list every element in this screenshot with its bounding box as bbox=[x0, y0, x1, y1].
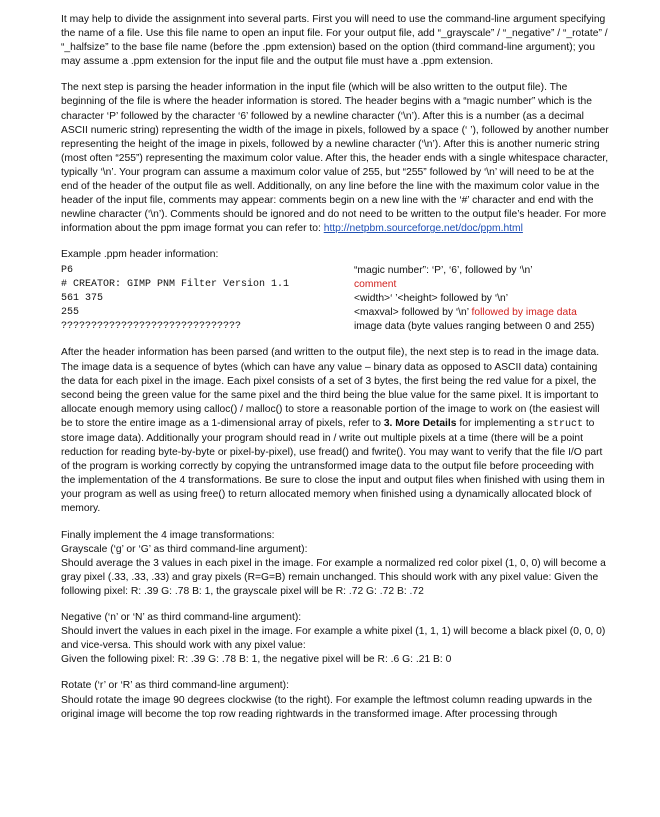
maxval-desc bbox=[354, 306, 609, 320]
maxval-desc-red: followed by image data bbox=[471, 307, 577, 319]
image-data-desc: image data (byte values ranging between 0 and 255) bbox=[354, 321, 595, 333]
table-row bbox=[61, 278, 609, 292]
image-data-text-c: to store image data). Additionally your program should read in / write out multiple pixels at a time (there will be a point reduction for reading byte-by-byte or pixel-by-pixel), use fread() and fwrite(). You may want to verify that the file I/O part of the program is working correctly by copying the untransformed image data to the output file before proceeding with the implementation of the 4 transformations. Be sure to close the input and output files when finished with using them in your program as well as using free() to return allocated memory when finished using a dynamically allocated block of memory. bbox=[61, 417, 605, 515]
grayscale-heading: Grayscale (‘g’ or ‘G’ as third command-line argument): bbox=[61, 543, 308, 555]
header-parsing-paragraph bbox=[61, 81, 609, 236]
image-data-text-a: After the header information has been parsed (and written to the output file), the next step is to read in the image data. The image data is a sequence of bytes (which can have any value – binary data as opposed to ASCII data) containing the data for each pixel in the image. Each pixel consists of a set of 3 bytes, the first being the red value for a pixel, the second being the green value for the same pixel and the third being the blue value for the same pixel. It is important to allocate enough memory using calloc() / malloc() to store a reasonable portion of the image to work on (the easiest will be to store the entire image as a 1-dimensional array of pixels, refer to bbox=[61, 347, 600, 429]
table-row bbox=[61, 292, 609, 306]
table-row bbox=[61, 306, 609, 320]
dimensions-value: 561 375 bbox=[61, 292, 104, 304]
negative-example: Given the following pixel: R: .39 G: .78 B: 1, the negative pixel will be R: .6 G: .21 B: 0 bbox=[61, 654, 452, 666]
comment-desc: comment bbox=[354, 278, 397, 290]
intro-paragraph: It may help to divide the assignment into several parts. First you will need to use the command-line argument specifying the name of a file. Use this file name to open an input file. For your output file, add “_grayscale” / “_negative” / “_rotate” / “_halfsize” to the base file name (before the .ppm extension) based on the option (third command-line argument); you may assume a .ppm extension for the input file and the output file must have a .ppm extension. bbox=[61, 14, 608, 68]
image-data-value: ?????????????????????????????? bbox=[61, 321, 242, 333]
image-data-text-b: for implementing a bbox=[456, 417, 547, 429]
dimensions-desc: <width>‘ ’<height> followed by ‘\n’ bbox=[354, 292, 508, 304]
example-title: Example .ppm header information: bbox=[61, 249, 219, 261]
maxval-value: 255 bbox=[61, 307, 80, 319]
rotate-body: Should rotate the image 90 degrees clockwise (to the right). For example the leftmost column reading upwards in the original image will become the top row reading rightwards in the transformed image. After processing through bbox=[61, 694, 593, 720]
ppm-doc-link[interactable]: http://netpbm.sourceforge.net/doc/ppm.html bbox=[323, 223, 523, 235]
image-data-paragraph bbox=[61, 346, 609, 516]
grayscale-body: Should average the 3 values in each pixel in the image. For example a normalized red color pixel (1, 0, 0) will become a gray pixel (.33, .33, .33) and gray pixels (R=G=B) remain unchanged. This should work with any pixel value: Given the following pixel: R: .39 G: .78 B: 1, the grayscale pixel will be R: .72 G: .72 B: .72 bbox=[61, 557, 606, 597]
magic-number-value: P6 bbox=[61, 264, 74, 276]
negative-heading: Negative (‘n’ or ‘N’ as third command-line argument): bbox=[61, 612, 302, 624]
comment-line-value: # CREATOR: GIMP PNM Filter Version 1.1 bbox=[61, 278, 290, 290]
table-row bbox=[61, 320, 609, 334]
more-details-ref: 3. More Details bbox=[383, 417, 457, 429]
table-row bbox=[61, 264, 609, 278]
header-parsing-text: The next step is parsing the header information in the input file (which will be also written to the output file). The beginning of the file is where the header information is stored. The header begins with a “magic number” which is the character ‘P’ followed by the character ‘6’ followed by a newline character (‘\n’). After this is a number (as a decimal ASCII numeric string) representing the width of the image in pixels, followed by a space (‘ ’), followed by another number representing the height of the image in pixels, followed by a newline character (‘\n’). After this is another numeric string (most often “255”) representing the maximum color value. After this, the header ends with a single whitespace character, typically ‘\n’. Your program can assume a maximum color value of 255, but “255” followed by ‘\n’ will need to be at the end of the header of the output file as well. Additionally, on any line before the line with the maximum color value in the header of the input file, comments may appear: comments begin on a new line with the ‘#’ character and end with the newline character (‘\n’). Comments should be ignored and do not need to be written to the output file’s header. For more information about the ppm image format you can refer to: bbox=[61, 82, 609, 235]
example-header-table bbox=[61, 264, 609, 335]
maxval-desc-text: <maxval> followed by ‘\n’ bbox=[354, 307, 472, 319]
rotate-heading: Rotate (‘r’ or ‘R’ as third command-line argument): bbox=[61, 680, 289, 692]
magic-number-desc: “magic number”: ‘P’, ‘6’, followed by ‘\n’ bbox=[354, 264, 533, 276]
negative-body: Should invert the values in each pixel in the image. For example a white pixel (1, 1, 1) will become a black pixel (0, 0, 0) and vice-versa. This should work with any pixel value: bbox=[61, 626, 606, 652]
document-page bbox=[61, 13, 609, 722]
transformations-intro: Finally implement the 4 image transformations: bbox=[61, 529, 275, 541]
struct-code: struct bbox=[546, 418, 583, 430]
